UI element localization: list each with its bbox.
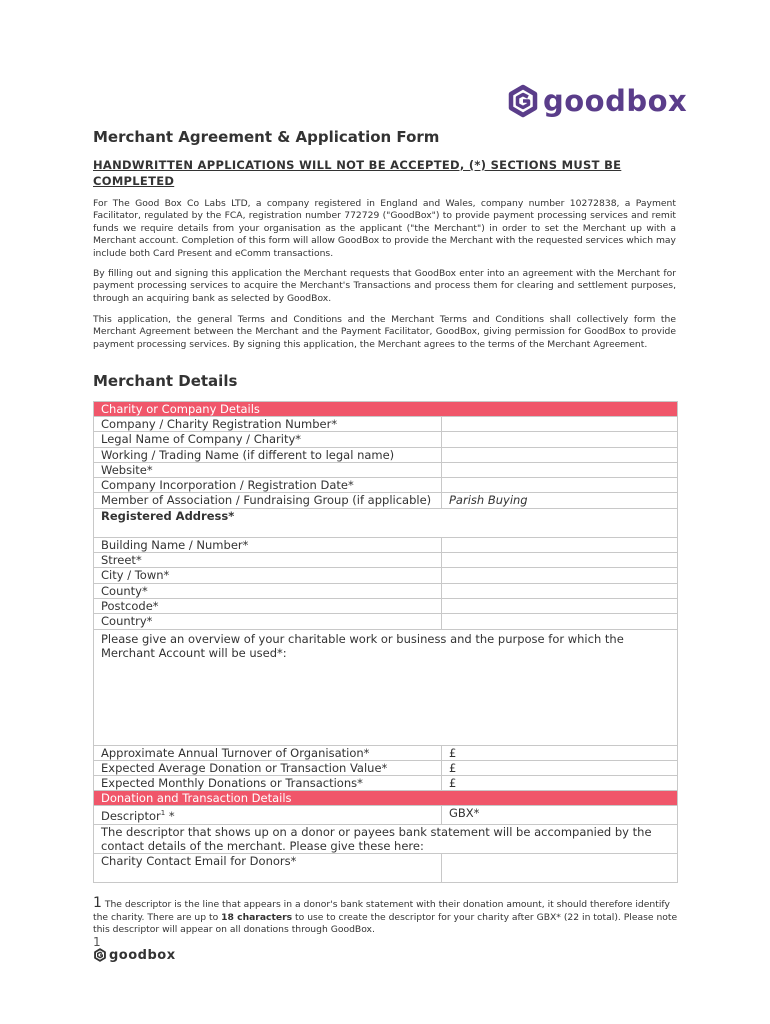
footnote: 1 The descriptor is the line that appears in a donor's bank statement with their donation amount, it should therefore identify the charity. There are up to 18 characters to use to create the descriptor for your charity after GBX* (22 in total). Please note this descriptor will appear on all donations through GoodBox. — [93, 895, 678, 936]
monthly-donations-field[interactable]: £ — [442, 776, 678, 791]
postcode-field[interactable] — [442, 598, 678, 613]
street-field[interactable] — [442, 553, 678, 568]
monthly-donations-label: Expected Monthly Donations or Transactions* — [94, 776, 442, 791]
table-row — [94, 537, 678, 552]
overview-field[interactable] — [94, 629, 678, 745]
website-field[interactable] — [442, 462, 678, 477]
incorporation-date-label: Company Incorporation / Registration Date* — [94, 478, 442, 493]
trading-name-label: Working / Trading Name (if different to legal name) — [94, 447, 442, 462]
section-title-merchant-details: Merchant Details — [93, 372, 238, 390]
table-row — [94, 508, 678, 537]
table-row — [94, 854, 678, 883]
table-row — [94, 493, 678, 508]
table-row — [94, 598, 678, 613]
city-label: City / Town* — [94, 568, 442, 583]
incorporation-date-field[interactable] — [442, 478, 678, 493]
country-field[interactable] — [442, 614, 678, 629]
company-reg-field[interactable] — [442, 417, 678, 432]
city-field[interactable] — [442, 568, 678, 583]
turnover-field[interactable]: £ — [442, 745, 678, 760]
table-row — [94, 478, 678, 493]
goodbox-hexagon-icon — [506, 84, 540, 118]
table-row — [94, 806, 678, 824]
goodbox-hexagon-icon — [93, 948, 107, 962]
company-reg-label: Company / Charity Registration Number* — [94, 417, 442, 432]
table-row — [94, 760, 678, 775]
building-label: Building Name / Number* — [94, 537, 442, 552]
page-number: 1 — [93, 935, 101, 949]
table-row — [94, 432, 678, 447]
table-row — [94, 824, 678, 854]
member-assoc-field[interactable]: Parish Buying — [442, 493, 678, 508]
table-row — [94, 583, 678, 598]
table-row — [94, 568, 678, 583]
table-row — [94, 553, 678, 568]
handwritten-notice: HANDWRITTEN APPLICATIONS WILL NOT BE ACCEPTED, (*) SECTIONS MUST BE COMPLETED — [93, 158, 622, 188]
table-row — [94, 417, 678, 432]
goodbox-logo-footer — [93, 948, 176, 962]
country-label: Country* — [94, 614, 442, 629]
descriptor-field[interactable]: GBX* — [442, 806, 678, 824]
county-label: County* — [94, 583, 442, 598]
table-row — [94, 447, 678, 462]
charity-details-header: Charity or Company Details — [94, 402, 678, 417]
trading-name-field[interactable] — [442, 447, 678, 462]
avg-donation-label: Expected Average Donation or Transaction Value* — [94, 760, 442, 775]
table-row — [94, 614, 678, 629]
legal-name-field[interactable] — [442, 432, 678, 447]
county-field[interactable] — [442, 583, 678, 598]
donation-details-header: Donation and Transaction Details — [94, 791, 678, 806]
avg-donation-field[interactable]: £ — [442, 760, 678, 775]
contact-email-label: Charity Contact Email for Donors* — [94, 854, 442, 883]
table-row — [94, 776, 678, 791]
legal-name-label: Legal Name of Company / Charity* — [94, 432, 442, 447]
agreement-paragraph: This application, the general Terms and Conditions and the Merchant Terms and Conditions shall collectively form the Merchant Agreement between the Merchant and the Payment Facilitator, GoodBox, giving permission for GoodBox to provide payment processing services. By signing this application, the Merchant agrees to the terms of the Merchant Agreement. — [93, 314, 676, 350]
overview-label: Please give an overview of your charitable work or business and the purpose for which the Merchant Account will be used*: — [101, 631, 624, 660]
footnote-ref: 1 — [160, 809, 166, 818]
table-row — [94, 462, 678, 477]
table-row — [94, 745, 678, 760]
postcode-label: Postcode* — [94, 598, 442, 613]
website-label: Website* — [94, 462, 442, 477]
merchant-details-table — [93, 401, 678, 883]
descriptor-note: The descriptor that shows up on a donor or payees bank statement will be accompanied by the contact details of the merchant. Please give these here: — [94, 824, 678, 854]
goodbox-logo — [506, 84, 687, 118]
building-field[interactable] — [442, 537, 678, 552]
street-label: Street* — [94, 553, 442, 568]
page-title: Merchant Agreement & Application Form — [93, 128, 440, 146]
logo-wordmark: goodbox — [543, 83, 688, 118]
footnote-bold: 18 characters — [221, 911, 293, 923]
descriptor-label: Descriptor$^1$ * — [94, 806, 442, 824]
logo-wordmark: goodbox — [109, 947, 176, 963]
registered-address-label: Registered Address* — [101, 508, 235, 523]
footnote-number: 1 — [93, 895, 102, 911]
intro-paragraph: For The Good Box Co Labs LTD, a company registered in England and Wales, company number 10272838, a Payment Facilitator, regulated by the FCA, registration number 772729 ("GoodBox") to provide payment processing services and remit funds we require details from your organisation as the applicant ("the Merchant") in order to set the Merchant up with a Merchant account. Completion of this form will allow GoodBox to provide the Merchant with the requested services which may include both Card Present and eComm transactions. — [93, 198, 676, 259]
request-paragraph: By filling out and signing this application the Merchant requests that GoodBox enter into an agreement with the Merchant for payment processing services to acquire the Merchant's Transactions and process them for clearing and settlement purposes, through an acquiring bank as selected by GoodBox. — [93, 268, 676, 304]
contact-email-field[interactable] — [442, 854, 678, 883]
table-row — [94, 629, 678, 745]
member-assoc-label: Member of Association / Fundraising Group (if applicable) — [94, 493, 442, 508]
turnover-label: Approximate Annual Turnover of Organisation* — [94, 745, 442, 760]
